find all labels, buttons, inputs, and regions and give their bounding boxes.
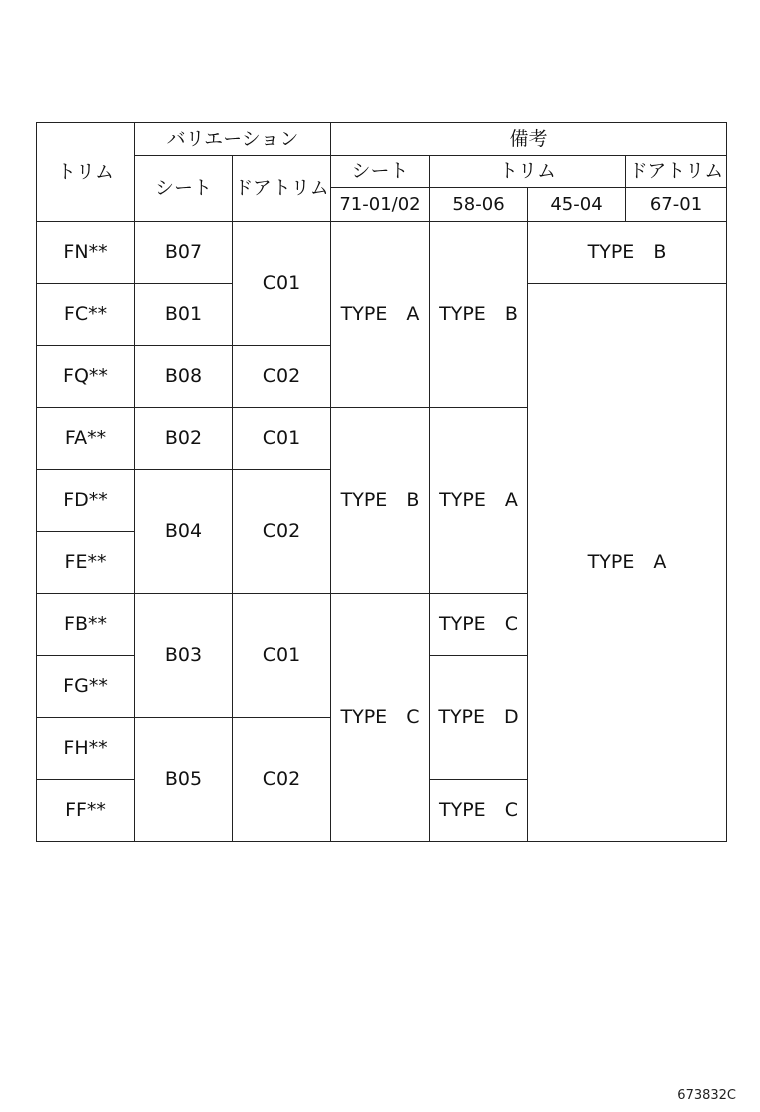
door-cell: C01 [233, 408, 331, 470]
door-cell: C01 [233, 222, 331, 346]
figure-id: 673832C [677, 1088, 736, 1103]
remark-seat-cell: TYPE C [331, 594, 430, 842]
trim-cell: FE** [37, 532, 135, 594]
header-variation: バリエーション [135, 123, 331, 156]
code-trim-1: 58-06 [430, 188, 528, 222]
header-remarks-door-trim: ドアトリム [626, 156, 727, 188]
remark-trim-cell: TYPE B [430, 222, 528, 408]
trim-cell: FD** [37, 470, 135, 532]
header-remarks-trim: トリム [430, 156, 626, 188]
seat-cell: B02 [135, 408, 233, 470]
door-cell: C02 [233, 346, 331, 408]
door-cell: C01 [233, 594, 331, 718]
remark-seat-cell: TYPE A [331, 222, 430, 408]
remark-trim-cell: TYPE D [430, 656, 528, 780]
remark-seat-cell: TYPE B [331, 408, 430, 594]
trim-cell: FA** [37, 408, 135, 470]
seat-cell: B07 [135, 222, 233, 284]
trim-cell: FG** [37, 656, 135, 718]
code-door: 67-01 [626, 188, 727, 222]
door-cell: C02 [233, 718, 331, 842]
remark-trim-door-cell: TYPE A [528, 284, 727, 842]
trim-cell: FN** [37, 222, 135, 284]
seat-cell: B04 [135, 470, 233, 594]
header-remarks: 備考 [331, 123, 727, 156]
header-seat: シート [135, 156, 233, 222]
seat-cell: B05 [135, 718, 233, 842]
trim-variation-table [36, 122, 727, 842]
door-cell: C02 [233, 470, 331, 594]
trim-cell: FC** [37, 284, 135, 346]
trim-cell: FF** [37, 780, 135, 842]
header-door-trim: ドアトリム [233, 156, 331, 222]
seat-cell: B03 [135, 594, 233, 718]
header-trim: トリム [37, 123, 135, 222]
remark-trim-cell: TYPE C [430, 594, 528, 656]
header-remarks-seat: シート [331, 156, 430, 188]
code-seat: 71-01/02 [331, 188, 430, 222]
code-trim-2: 45-04 [528, 188, 626, 222]
trim-cell: FQ** [37, 346, 135, 408]
trim-cell: FH** [37, 718, 135, 780]
remark-trim-cell: TYPE A [430, 408, 528, 594]
seat-cell: B01 [135, 284, 233, 346]
seat-cell: B08 [135, 346, 233, 408]
remark-trim-door-cell: TYPE B [528, 222, 727, 284]
trim-cell: FB** [37, 594, 135, 656]
remark-trim-cell: TYPE C [430, 780, 528, 842]
